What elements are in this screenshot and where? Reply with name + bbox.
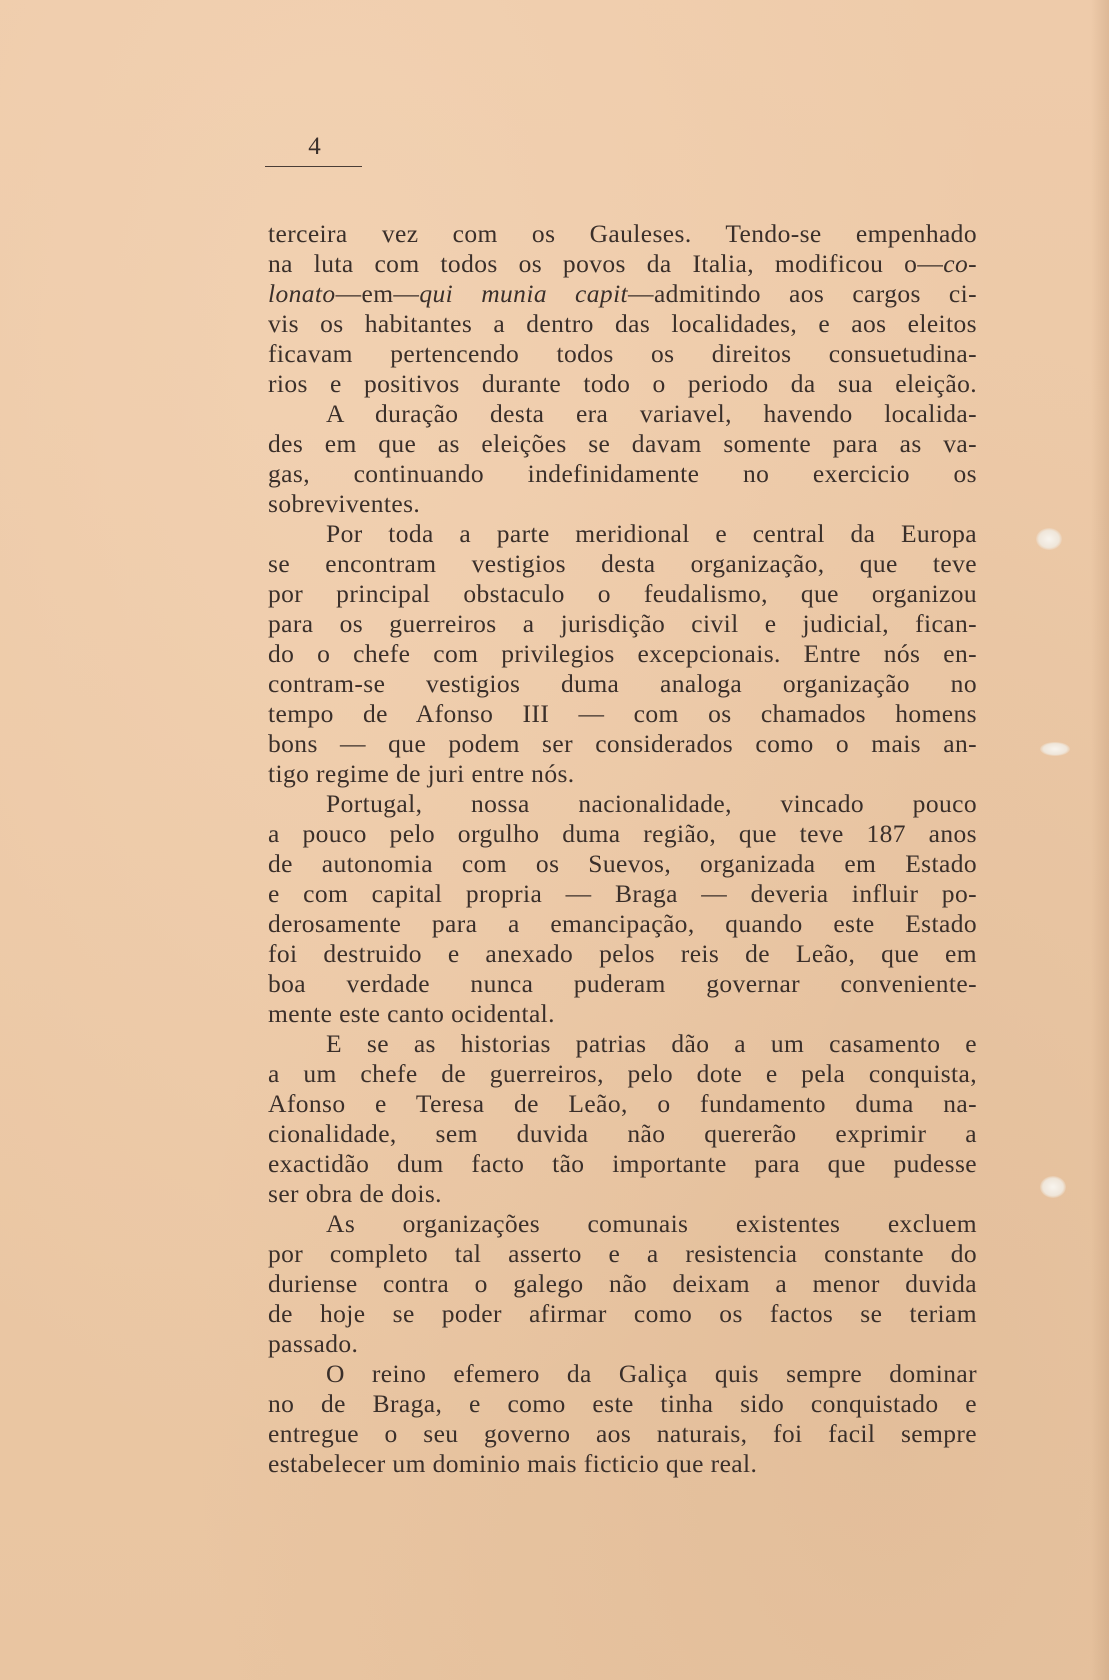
text-line: foi destruido e anexado pelos reis de Leão, que em bbox=[268, 939, 977, 968]
text-line: contram-se vestigios duma analoga organização no bbox=[268, 669, 977, 698]
text-line: no de Braga, e como este tinha sido conquistado e bbox=[268, 1389, 977, 1418]
page-number-rule bbox=[265, 166, 362, 167]
text-line: boa verdade nunca puderam governar conveniente- bbox=[268, 969, 977, 998]
text-line: terceira vez com os Gauleses. Tendo-se empenhado bbox=[268, 219, 977, 248]
text-line: vis os habitantes a dentro das localidades, e aos eleitos bbox=[268, 309, 977, 338]
text-line: de autonomia com os Suevos, organizada em Estado bbox=[268, 849, 977, 878]
text-line: bons — que podem ser considerados como o mais an- bbox=[268, 729, 977, 758]
text-line: duriense contra o galego não deixam a menor duvida bbox=[268, 1269, 977, 1298]
text-line: passado. bbox=[268, 1329, 359, 1358]
text-line: se encontram vestigios desta organização, que teve bbox=[268, 549, 977, 578]
text-line: por principal obstaculo o feudalismo, que organizou bbox=[268, 579, 977, 608]
text-line: rios e positivos durante todo o periodo da sua eleição. bbox=[268, 369, 977, 398]
text-line: gas, continuando indefinidamente no exercicio os bbox=[268, 459, 977, 488]
text-line: E se as historias patrias dão a um casamento e bbox=[326, 1029, 977, 1058]
text-line: Por toda a parte meridional e central da Europa bbox=[326, 519, 977, 548]
body-text bbox=[268, 219, 977, 1479]
text-line: lonato—em—qui munia capit—admitindo aos cargos ci- bbox=[268, 279, 977, 308]
binding-hole bbox=[1036, 528, 1062, 550]
text-line: para os guerreiros a jurisdição civil e judicial, fican- bbox=[268, 609, 977, 638]
text-line: A duração desta era variavel, havendo localida- bbox=[326, 399, 977, 428]
text-line: Afonso e Teresa de Leão, o fundamento duma na- bbox=[268, 1089, 977, 1118]
text-line: cionalidade, sem duvida não quererão exprimir a bbox=[268, 1119, 977, 1148]
text-line: exactidão dum facto tão importante para que pudesse bbox=[268, 1149, 977, 1178]
page-edge-shadow bbox=[1091, 0, 1109, 1680]
text-line: Portugal, nossa nacionalidade, vincado pouco bbox=[326, 789, 977, 818]
text-line: tigo regime de juri entre nós. bbox=[268, 759, 575, 788]
text-line: O reino efemero da Galiça quis sempre dominar bbox=[326, 1359, 977, 1388]
text-line: des em que as eleições se davam somente para as va- bbox=[268, 429, 977, 458]
text-line: na luta com todos os povos da Italia, modificou o—co- bbox=[268, 249, 977, 278]
text-line: a um chefe de guerreiros, pelo dote e pela conquista, bbox=[268, 1059, 977, 1088]
text-line: ficavam pertencendo todos os direitos consuetudina- bbox=[268, 339, 977, 368]
text-line: tempo de Afonso III — com os chamados homens bbox=[268, 699, 977, 728]
text-line: por completo tal asserto e a resistencia constante do bbox=[268, 1239, 977, 1268]
text-line: de hoje se poder afirmar como os factos se teriam bbox=[268, 1299, 977, 1328]
binding-hole bbox=[1040, 1176, 1066, 1198]
text-line: e com capital propria — Braga — deveria influir po- bbox=[268, 879, 977, 908]
text-line: As organizações comunais existentes excluem bbox=[326, 1209, 977, 1238]
text-line: mente este canto ocidental. bbox=[268, 999, 555, 1028]
text-line: ser obra de dois. bbox=[268, 1179, 442, 1208]
text-line: derosamente para a emancipação, quando este Estado bbox=[268, 909, 977, 938]
text-line: a pouco pelo orgulho duma região, que teve 187 anos bbox=[268, 819, 977, 848]
text-line: sobreviventes. bbox=[268, 489, 421, 518]
binding-hole bbox=[1040, 742, 1070, 756]
text-line: entregue o seu governo aos naturais, foi facil sempre bbox=[268, 1419, 977, 1448]
text-line: estabelecer um dominio mais ficticio que real. bbox=[268, 1449, 758, 1478]
text-line: do o chefe com privilegios excepcionais. Entre nós en- bbox=[268, 639, 977, 668]
page-number: 4 bbox=[308, 133, 322, 160]
